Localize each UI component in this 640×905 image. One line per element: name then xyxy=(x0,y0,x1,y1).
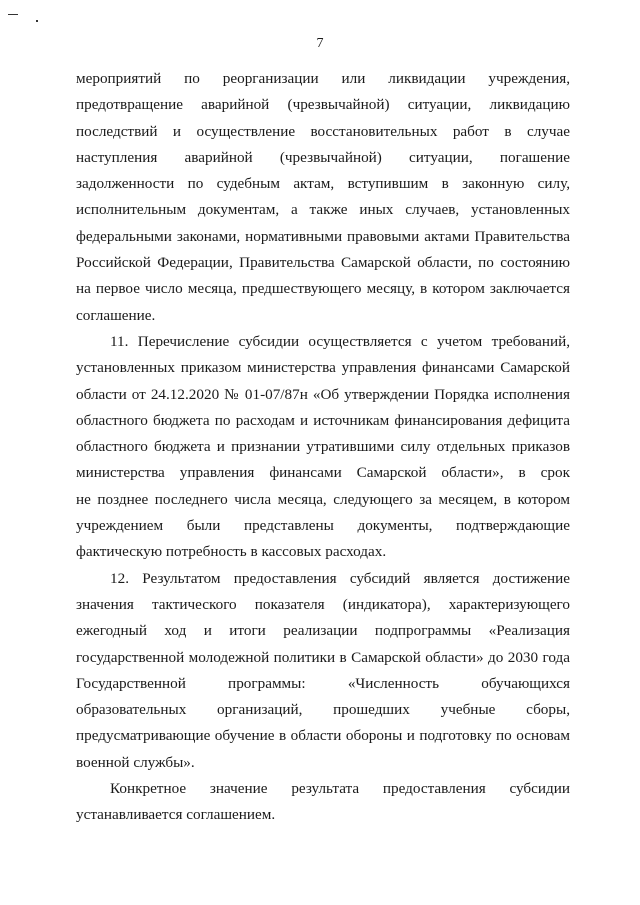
paragraph xyxy=(76,566,570,776)
text-line: ежегодный ход и итоги реализации подпрограммы «Реализация xyxy=(76,622,570,640)
paragraph xyxy=(76,329,570,566)
text-line: не позднее последнего числа месяца, следующего за месяцем, в котором xyxy=(76,490,570,508)
scan-dot xyxy=(36,20,38,22)
paragraph xyxy=(76,66,570,329)
text-line: соглашение. xyxy=(76,306,156,324)
text-line: фактическую потребность в кассовых расходах. xyxy=(76,543,387,561)
text-line: министерства управления финансами Самарской области», в срок xyxy=(76,464,570,482)
text-line: устанавливается соглашением. xyxy=(76,806,276,824)
text-line: 12. Результатом предоставления субсидий является достижение xyxy=(110,569,570,587)
text-line: Конкретное значение результата предоставления субсидии xyxy=(110,780,570,798)
text-line: мероприятий по реорганизации или ликвидации учреждения, xyxy=(76,70,570,87)
text-line: наступления аварийной (чрезвычайной) ситуации, погашение xyxy=(76,148,570,166)
text-line: 11. Перечисление субсидии осуществляется с учетом требований, xyxy=(110,332,570,350)
text-line: государственной молодежной политики в Самарской области» до 2030 года xyxy=(76,648,570,666)
text-line: установленных приказом министерства управления финансами Самарской xyxy=(76,359,570,377)
text-line: Российской Федерации, Правительства Самарской области, по состоянию xyxy=(76,254,570,272)
text-line: федеральными законами, нормативными правовыми актами Правительства xyxy=(76,227,570,245)
scan-mark xyxy=(8,14,18,15)
text-line: образовательных организаций, прошедших учебные сборы, xyxy=(76,701,570,719)
text-line: военной службы». xyxy=(76,753,195,771)
text-line: учреждением были представлены документы, подтверждающие xyxy=(76,517,570,535)
text-line: области от 24.12.2020 № 01-07/87н «Об утверждении Порядка исполнения xyxy=(76,385,570,403)
text-line: последствий и осуществление восстановительных работ в случае xyxy=(76,122,570,140)
text-line: задолженности по судебным актам, вступившим в законную силу, xyxy=(76,175,570,193)
document-body xyxy=(76,66,570,829)
paragraph xyxy=(76,776,570,829)
text-line: предотвращение аварийной (чрезвычайной) ситуации, ликвидацию xyxy=(76,96,570,114)
page-number: 7 xyxy=(316,36,324,51)
text-line: областного бюджета и признании утратившими силу отдельных приказов xyxy=(76,438,570,456)
text-line: исполнительным документам, а также иных случаев, установленных xyxy=(76,201,570,219)
text-line: предусматривающие обучение в области обороны и подготовку по основам xyxy=(76,727,570,745)
text-line: Государственной программы: «Численность обучающихся xyxy=(76,674,570,692)
text-line: на первое число месяца, предшествующего месяцу, в котором заключается xyxy=(76,280,570,298)
text-line: областного бюджета по расходам и источникам финансирования дефицита xyxy=(76,411,570,429)
text-line: значения тактического показателя (индикатора), характеризующего xyxy=(76,595,570,613)
